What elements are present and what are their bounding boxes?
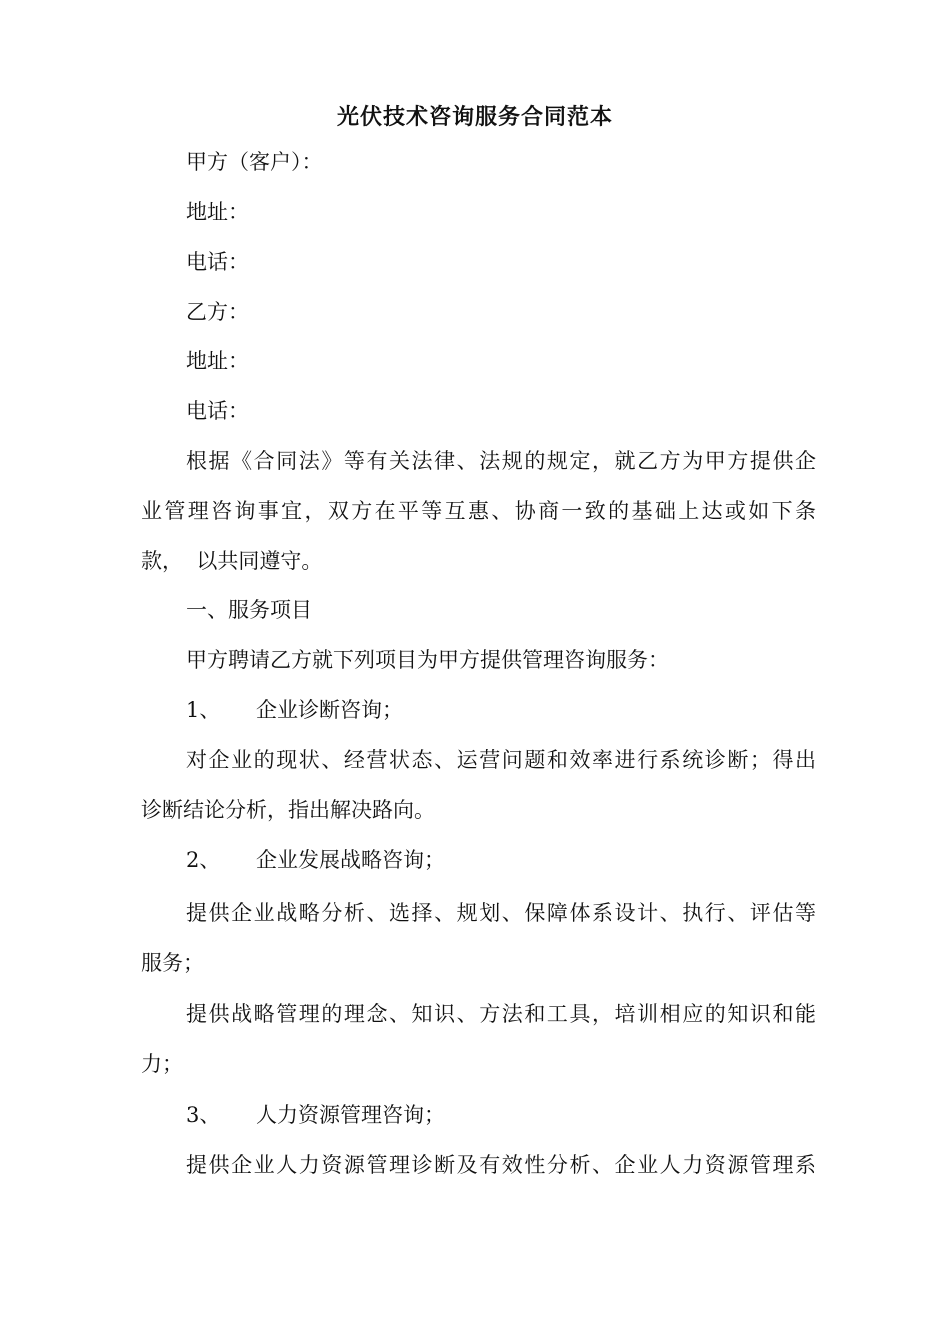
item-2-title: 企业发展战略咨询； <box>256 848 445 872</box>
preamble-line-1: 根据《合同法》等有关法律、法规的规定，就乙方为甲方提供企 <box>186 449 816 473</box>
document-title: 光伏技术咨询服务合同范本 <box>336 104 613 130</box>
section-1-heading: 一、服务项目 <box>186 598 312 622</box>
party-a-label: 甲方（客户）： <box>186 150 323 174</box>
preamble-line-2: 业管理咨询事宜，双方在平等互惠、协商一致的基础上达或如下条 <box>141 499 816 523</box>
item-2-number: 2、 <box>186 848 221 872</box>
item-1-heading <box>186 696 816 724</box>
party-a-phone-label: 电话： <box>186 250 249 274</box>
item-2-heading <box>186 846 816 874</box>
item-1-title: 企业诊断咨询； <box>256 698 403 722</box>
party-b-phone-label: 电话： <box>186 399 249 423</box>
item-2-body1-line-2: 服务； <box>141 951 204 975</box>
party-a-address-label: 地址： <box>186 200 249 224</box>
item-3-heading <box>186 1101 816 1129</box>
preamble-line-3: 款， 以共同遵守。 <box>141 549 323 573</box>
item-3-body-line-1: 提供企业人力资源管理诊断及有效性分析、企业人力资源管理系 <box>186 1153 816 1177</box>
item-2-body2-line-1: 提供战略管理的理念、知识、方法和工具，培训相应的知识和能 <box>186 1002 816 1026</box>
item-1-number: 1、 <box>186 698 221 722</box>
party-b-label: 乙方： <box>186 300 249 324</box>
item-1-body-line-2: 诊断结论分析，指出解决路向。 <box>141 798 435 822</box>
item-3-number: 3、 <box>186 1103 221 1127</box>
item-2-body1-line-1: 提供企业战略分析、选择、规划、保障体系设计、执行、评估等 <box>186 901 816 925</box>
section-1-intro: 甲方聘请乙方就下列项目为甲方提供管理咨询服务： <box>186 648 669 672</box>
item-2-body2-line-2: 力； <box>141 1052 183 1076</box>
party-b-address-label: 地址： <box>186 349 249 373</box>
item-3-title: 人力资源管理咨询； <box>256 1103 445 1127</box>
item-1-body-line-1: 对企业的现状、经营状态、运营问题和效率进行系统诊断；得出 <box>186 748 816 772</box>
